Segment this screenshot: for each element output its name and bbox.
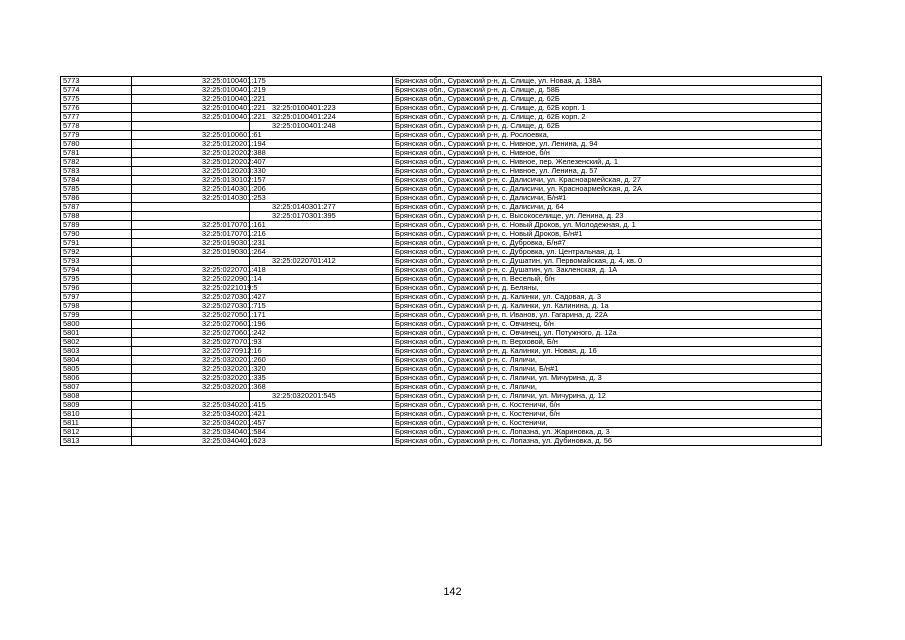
row-number-cell: 5809: [61, 401, 132, 410]
address-cell: Брянская обл., Суражский р-н, д. Слище, ул. Новая, д. 138А: [393, 77, 822, 86]
row-number-cell: 5813: [61, 437, 132, 446]
linked-cadastral-number-cell: [250, 284, 393, 293]
address-cell: Брянская обл., Суражский р-н, с. Ляличи,: [393, 383, 822, 392]
address-cell: Брянская обл., Суражский р-н, с. Лопазна, ул. Дубиновка, д. 56: [393, 437, 822, 446]
address-cell: Брянская обл., Суражский р-н, с. Далисичи, Б/н#1: [393, 194, 822, 203]
row-number-cell: 5774: [61, 86, 132, 95]
row-number-cell: 5804: [61, 356, 132, 365]
row-number-cell: 5783: [61, 167, 132, 176]
linked-cadastral-number-cell: [250, 365, 393, 374]
linked-cadastral-number-cell: 32:25:0140301:277: [250, 203, 393, 212]
row-number-cell: 5790: [61, 230, 132, 239]
address-cell: Брянская обл., Суражский р-н, с. Нивное, ул. Ленина, д. 57: [393, 167, 822, 176]
cadastral-number-cell: 32:25:0120202:388: [132, 149, 250, 158]
address-cell: Брянская обл., Суражский р-н, д. Калинки, ул. Новая, д. 16: [393, 347, 822, 356]
cadastral-number-cell: 32:25:0270601:242: [132, 329, 250, 338]
cadastral-number-cell: 32:25:0190301:264: [132, 248, 250, 257]
row-number-cell: 5792: [61, 248, 132, 257]
linked-cadastral-number-cell: 32:25:0100401:248: [250, 122, 393, 131]
address-cell: Брянская обл., Суражский р-н, с. Новый Дроков, Б/н#1: [393, 230, 822, 239]
linked-cadastral-number-cell: [250, 239, 393, 248]
address-cell: Брянская обл., Суражский р-н, д. Слище, д. 58Б: [393, 86, 822, 95]
row-number-cell: 5786: [61, 194, 132, 203]
row-number-cell: 5779: [61, 131, 132, 140]
address-cell: Брянская обл., Суражский р-н, с. Высокоселище, ул. Ленина, д. 23: [393, 212, 822, 221]
cadastral-number-cell: 32:25:0220901:14: [132, 275, 250, 284]
linked-cadastral-number-cell: [250, 356, 393, 365]
address-cell: Брянская обл., Суражский р-н, с. Лопазна, ул. Жариновка, д. 3: [393, 428, 822, 437]
row-number-cell: 5801: [61, 329, 132, 338]
row-number-cell: 5810: [61, 410, 132, 419]
linked-cadastral-number-cell: [250, 401, 393, 410]
row-number-cell: 5799: [61, 311, 132, 320]
address-cell: Брянская обл., Суражский р-н, д. Калинки, ул. Калинина, д. 1а: [393, 302, 822, 311]
address-cell: Брянская обл., Суражский р-н, с. Нивное, ул. Ленина, д. 94: [393, 140, 822, 149]
address-cell: Брянская обл., Суражский р-н, с. Далисичи, ул. Красноармейская, д. 27: [393, 176, 822, 185]
address-cell: Брянская обл., Суражский р-н, с. Ляличи, ул. Мичурина, д. 3: [393, 374, 822, 383]
address-cell: Брянская обл., Суражский р-н, д. Беляны,: [393, 284, 822, 293]
linked-cadastral-number-cell: [250, 185, 393, 194]
linked-cadastral-number-cell: [250, 86, 393, 95]
linked-cadastral-number-cell: 32:25:0170301:395: [250, 212, 393, 221]
linked-cadastral-number-cell: [250, 410, 393, 419]
row-number-cell: 5798: [61, 302, 132, 311]
address-cell: Брянская обл., Суражский р-н, с. Душатин, ул. Первомайская, д. 4, кв. 0: [393, 257, 822, 266]
row-number-cell: 5793: [61, 257, 132, 266]
address-cell: Брянская обл., Суражский р-н, с. Овчинец, б/н: [393, 320, 822, 329]
table-body: [61, 77, 822, 446]
address-cell: Брянская обл., Суражский р-н, д. Слище, д. 62Б: [393, 95, 822, 104]
linked-cadastral-number-cell: [250, 158, 393, 167]
cadastral-number-cell: 32:25:0170701:216: [132, 230, 250, 239]
data-table: [60, 76, 822, 446]
row-number-cell: 5785: [61, 185, 132, 194]
address-cell: Брянская обл., Суражский р-н, п. Иванов, ул. Гагарина, д. 22А: [393, 311, 822, 320]
address-cell: Брянская обл., Суражский р-н, д. Рослоевка,: [393, 131, 822, 140]
row-number-cell: 5812: [61, 428, 132, 437]
row-number-cell: 5780: [61, 140, 132, 149]
address-cell: Брянская обл., Суражский р-н, д. Слище, д. 62Б корп. 2: [393, 113, 822, 122]
row-number-cell: 5784: [61, 176, 132, 185]
cadastral-number-cell: 32:25:0270912:16: [132, 347, 250, 356]
linked-cadastral-number-cell: [250, 311, 393, 320]
cadastral-number-cell: 32:25:0340401:584: [132, 428, 250, 437]
cadastral-number-cell: 32:25:0140301:206: [132, 185, 250, 194]
row-number-cell: 5805: [61, 365, 132, 374]
linked-cadastral-number-cell: [250, 176, 393, 185]
address-cell: Брянская обл., Суражский р-н, с. Нивное, пер. Железенский, д. 1: [393, 158, 822, 167]
row-number-cell: 5781: [61, 149, 132, 158]
cadastral-number-cell: 32:25:0100401:221: [132, 113, 250, 122]
cadastral-number-cell: 32:25:0190301:231: [132, 239, 250, 248]
cadastral-number-cell: 32:25:0320201:368: [132, 383, 250, 392]
linked-cadastral-number-cell: 32:25:0100401:224: [250, 113, 393, 122]
address-cell: Брянская обл., Суражский р-н, с. Ляличи, ул. Мичурина, д. 12: [393, 392, 822, 401]
cadastral-number-cell: 32:25:0340201:457: [132, 419, 250, 428]
cadastral-number-cell: 32:25:0100401:221: [132, 104, 250, 113]
row-number-cell: 5794: [61, 266, 132, 275]
address-cell: Брянская обл., Суражский р-н, с. Нивное, б/н: [393, 149, 822, 158]
row-number-cell: 5782: [61, 158, 132, 167]
linked-cadastral-number-cell: [250, 275, 393, 284]
row-number-cell: 5797: [61, 293, 132, 302]
cadastral-number-cell: [132, 203, 250, 212]
linked-cadastral-number-cell: [250, 140, 393, 149]
cadastral-number-cell: 32:25:0270601:196: [132, 320, 250, 329]
address-cell: Брянская обл., Суражский р-н, с. Далисичи, ул. Красноармейская, д. 2А: [393, 185, 822, 194]
linked-cadastral-number-cell: [250, 230, 393, 239]
cadastral-number-cell: 32:25:0220701:418: [132, 266, 250, 275]
cadastral-number-cell: 32:25:0120203:330: [132, 167, 250, 176]
cadastral-number-cell: 32:25:0100401:175: [132, 77, 250, 86]
cadastral-number-cell: 32:25:0130102:157: [132, 176, 250, 185]
linked-cadastral-number-cell: [250, 77, 393, 86]
row-number-cell: 5775: [61, 95, 132, 104]
linked-cadastral-number-cell: [250, 293, 393, 302]
linked-cadastral-number-cell: 32:25:0320201:545: [250, 392, 393, 401]
cadastral-number-cell: 32:25:0140301:253: [132, 194, 250, 203]
address-cell: Брянская обл., Суражский р-н, с. Ляличи,: [393, 356, 822, 365]
linked-cadastral-number-cell: [250, 437, 393, 446]
address-cell: Брянская обл., Суражский р-н, с. Ляличи, Б/н#1: [393, 365, 822, 374]
linked-cadastral-number-cell: [250, 149, 393, 158]
row-number-cell: 5803: [61, 347, 132, 356]
address-cell: Брянская обл., Суражский р-н, с. Дубровка, ул. Центральная, д. 1: [393, 248, 822, 257]
linked-cadastral-number-cell: [250, 374, 393, 383]
cadastral-number-cell: 32:25:0340201:421: [132, 410, 250, 419]
cadastral-number-cell: 32:25:0320201:320: [132, 365, 250, 374]
row-number-cell: 5800: [61, 320, 132, 329]
address-cell: Брянская обл., Суражский р-н, д. Калинки, ул. Садовая, д. 3: [393, 293, 822, 302]
cadastral-number-cell: 32:25:0270501:171: [132, 311, 250, 320]
row-number-cell: 5788: [61, 212, 132, 221]
linked-cadastral-number-cell: [250, 329, 393, 338]
cadastral-number-cell: 32:25:0340401:623: [132, 437, 250, 446]
cadastral-number-cell: 32:25:0270301:427: [132, 293, 250, 302]
linked-cadastral-number-cell: [250, 338, 393, 347]
cadastral-number-cell: 32:25:0120201:194: [132, 140, 250, 149]
row-number-cell: 5778: [61, 122, 132, 131]
row-number-cell: 5796: [61, 284, 132, 293]
row-number-cell: 5787: [61, 203, 132, 212]
address-cell: Брянская обл., Суражский р-н, п. Верховой, Б/н: [393, 338, 822, 347]
row-number-cell: 5811: [61, 419, 132, 428]
cadastral-number-cell: 32:25:0100401:219: [132, 86, 250, 95]
address-cell: Брянская обл., Суражский р-н, с. Душатин, ул. Закленская, д. 1А: [393, 266, 822, 275]
cadastral-number-cell: 32:25:0100401:221: [132, 95, 250, 104]
address-cell: Брянская обл., Суражский р-н, с. Костеничи, б/н: [393, 410, 822, 419]
row-number-cell: 5807: [61, 383, 132, 392]
cadastral-number-cell: 32:25:0320201:335: [132, 374, 250, 383]
row-number-cell: 5795: [61, 275, 132, 284]
linked-cadastral-number-cell: 32:25:0220701:412: [250, 257, 393, 266]
row-number-cell: 5802: [61, 338, 132, 347]
table-row: [61, 437, 822, 446]
cadastral-number-cell: 32:25:0120202:407: [132, 158, 250, 167]
row-number-cell: 5777: [61, 113, 132, 122]
cadastral-number-cell: 32:25:0221019:5: [132, 284, 250, 293]
linked-cadastral-number-cell: [250, 266, 393, 275]
address-cell: Брянская обл., Суражский р-н, с. Костеничи,: [393, 419, 822, 428]
address-cell: Брянская обл., Суражский р-н, с. Новый Дроков, ул. Молодежная, д. 1: [393, 221, 822, 230]
address-cell: Брянская обл., Суражский р-н, д. Слище, д. 62Б корп. 1: [393, 104, 822, 113]
linked-cadastral-number-cell: [250, 221, 393, 230]
cadastral-number-cell: 32:25:0270301:715: [132, 302, 250, 311]
row-number-cell: 5773: [61, 77, 132, 86]
row-number-cell: 5808: [61, 392, 132, 401]
linked-cadastral-number-cell: [250, 167, 393, 176]
linked-cadastral-number-cell: [250, 302, 393, 311]
linked-cadastral-number-cell: [250, 419, 393, 428]
page-number: 142: [443, 586, 462, 598]
cadastral-number-cell: 32:25:0340201:415: [132, 401, 250, 410]
cadastral-number-cell: 32:25:0100601:61: [132, 131, 250, 140]
cadastral-number-cell: 32:25:0270701:93: [132, 338, 250, 347]
row-number-cell: 5789: [61, 221, 132, 230]
address-cell: Брянская обл., Суражский р-н, с. Дубровка, Б/н#7: [393, 239, 822, 248]
address-cell: Брянская обл., Суражский р-н, д. Слище, д. 62Б: [393, 122, 822, 131]
cadastral-number-cell: 32:25:0320201:260: [132, 356, 250, 365]
linked-cadastral-number-cell: [250, 428, 393, 437]
address-cell: Брянская обл., Суражский р-н, п. Веселый, б/н: [393, 275, 822, 284]
linked-cadastral-number-cell: [250, 320, 393, 329]
row-number-cell: 5776: [61, 104, 132, 113]
linked-cadastral-number-cell: [250, 131, 393, 140]
linked-cadastral-number-cell: [250, 347, 393, 356]
row-number-cell: 5806: [61, 374, 132, 383]
address-cell: Брянская обл., Суражский р-н, с. Далисичи, д. 64: [393, 203, 822, 212]
cadastral-number-cell: 32:25:0170701:161: [132, 221, 250, 230]
linked-cadastral-number-cell: 32:25:0100401:223: [250, 104, 393, 113]
address-cell: Брянская обл., Суражский р-н, с. Овчинец, ул. Потужного, д. 12а: [393, 329, 822, 338]
row-number-cell: 5791: [61, 239, 132, 248]
address-cell: Брянская обл., Суражский р-н, с. Костеничи, б/н: [393, 401, 822, 410]
